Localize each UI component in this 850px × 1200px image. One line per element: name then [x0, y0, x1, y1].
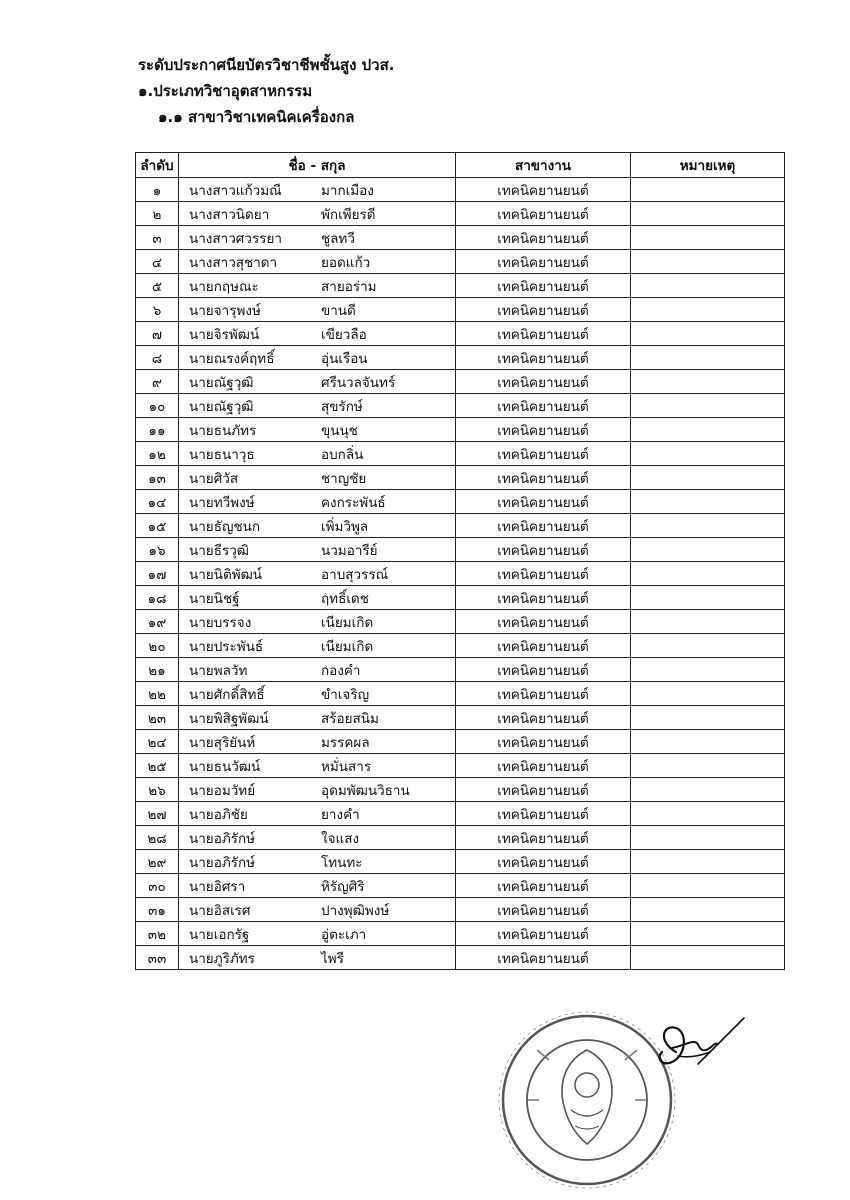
- row-order: ๑๕: [136, 514, 179, 538]
- table-row: [136, 394, 785, 418]
- table-row: [136, 658, 785, 682]
- row-order: ๑๖: [136, 538, 179, 562]
- row-surname: หมั่นสาร: [321, 758, 372, 775]
- row-field: เทคนิคยานยนต์: [456, 466, 631, 490]
- table-row: [136, 682, 785, 706]
- row-order: ๒: [136, 202, 179, 226]
- row-order: ๑๗: [136, 562, 179, 586]
- student-roster-table: [135, 152, 785, 970]
- row-surname: อบกลิ่น: [321, 446, 364, 463]
- table-row: [136, 922, 785, 946]
- row-note: [631, 178, 785, 202]
- row-fullname: [179, 682, 456, 706]
- table-row: [136, 226, 785, 250]
- table-row: [136, 730, 785, 754]
- table-row: [136, 946, 785, 970]
- row-field: เทคนิคยานยนต์: [456, 418, 631, 442]
- row-fullname: [179, 658, 456, 682]
- row-firstname: นางสาวแก้วมณี: [189, 182, 282, 199]
- row-note: [631, 802, 785, 826]
- row-fullname: [179, 202, 456, 226]
- row-firstname: นายพิสิฐพัฒน์: [189, 710, 269, 727]
- table-row: [136, 250, 785, 274]
- row-fullname: [179, 826, 456, 850]
- table-body: [136, 178, 785, 970]
- row-field: เทคนิคยานยนต์: [456, 394, 631, 418]
- table-row: [136, 322, 785, 346]
- row-fullname: [179, 874, 456, 898]
- row-fullname: [179, 274, 456, 298]
- table-row: [136, 586, 785, 610]
- table-row: [136, 202, 785, 226]
- row-field: เทคนิคยานยนต์: [456, 322, 631, 346]
- table-row: [136, 418, 785, 442]
- row-firstname: นายอิศรา: [189, 878, 246, 895]
- row-fullname: [179, 754, 456, 778]
- row-note: [631, 586, 785, 610]
- row-fullname: [179, 538, 456, 562]
- table-row: [136, 178, 785, 202]
- row-note: [631, 562, 785, 586]
- row-note: [631, 706, 785, 730]
- row-surname: สร้อยสนิม: [321, 710, 379, 727]
- row-firstname: นายณัฐวุฒิ: [189, 374, 254, 391]
- row-order: ๔: [136, 250, 179, 274]
- row-firstname: นายนิชฐ์: [189, 590, 240, 607]
- row-surname: อาบสุวรรณ์: [321, 566, 389, 583]
- row-firstname: นายอมวัทย์: [189, 782, 256, 799]
- row-field: เทคนิคยานยนต์: [456, 730, 631, 754]
- row-surname: สุขรักษ์: [321, 398, 363, 415]
- row-surname: กองคำ: [321, 662, 361, 679]
- row-field: เทคนิคยานยนต์: [456, 946, 631, 970]
- row-fullname: [179, 922, 456, 946]
- table-row: [136, 754, 785, 778]
- row-firstname: นายเอกรัฐ: [189, 926, 250, 943]
- row-surname: เนียมเกิด: [321, 638, 374, 655]
- row-firstname: นายนิติพัฒน์: [189, 566, 263, 583]
- row-fullname: [179, 778, 456, 802]
- row-order: ๑๑: [136, 418, 179, 442]
- row-surname: หิรัญศิริ: [321, 878, 365, 895]
- row-order: ๗: [136, 322, 179, 346]
- row-field: เทคนิคยานยนต์: [456, 442, 631, 466]
- row-order: ๑: [136, 178, 179, 202]
- row-field: เทคนิคยานยนต์: [456, 298, 631, 322]
- row-fullname: [179, 562, 456, 586]
- row-order: ๒๕: [136, 754, 179, 778]
- row-order: ๓: [136, 226, 179, 250]
- row-note: [631, 298, 785, 322]
- row-order: ๑๒: [136, 442, 179, 466]
- row-order: ๑๙: [136, 610, 179, 634]
- row-fullname: [179, 298, 456, 322]
- col-header-order: ลำดับ: [136, 153, 179, 178]
- row-note: [631, 946, 785, 970]
- row-note: [631, 274, 785, 298]
- row-surname: นวมอารีย์: [321, 542, 378, 559]
- row-order: ๓๑: [136, 898, 179, 922]
- row-firstname: นายณรงค์ฤทธิ์: [189, 350, 275, 367]
- row-order: ๘: [136, 346, 179, 370]
- row-field: เทคนิคยานยนต์: [456, 634, 631, 658]
- row-fullname: [179, 442, 456, 466]
- row-note: [631, 250, 785, 274]
- row-note: [631, 202, 785, 226]
- row-field: เทคนิคยานยนต์: [456, 898, 631, 922]
- row-fullname: [179, 634, 456, 658]
- row-field: เทคนิคยานยนต์: [456, 706, 631, 730]
- row-order: ๒๐: [136, 634, 179, 658]
- row-firstname: นายอิสเรศ: [189, 902, 251, 919]
- row-order: ๒๘: [136, 826, 179, 850]
- heading-level: ระดับประกาศนียบัตรวิชาชีพชั้นสูง ปวส.: [138, 56, 395, 74]
- row-firstname: นายจารุพงษ์: [189, 302, 261, 319]
- row-order: ๒๒: [136, 682, 179, 706]
- row-note: [631, 850, 785, 874]
- row-surname: คงกระพันธ์: [321, 494, 386, 511]
- row-field: เทคนิคยานยนต์: [456, 754, 631, 778]
- row-fullname: [179, 850, 456, 874]
- row-fullname: [179, 706, 456, 730]
- row-surname: ไพรี: [321, 950, 344, 967]
- row-note: [631, 826, 785, 850]
- heading-major: ๑.๑ สาขาวิชาเทคนิคเครื่องกล: [158, 108, 355, 126]
- row-surname: ปางพุฒิพงษ์: [321, 902, 390, 919]
- row-fullname: [179, 226, 456, 250]
- row-note: [631, 394, 785, 418]
- row-fullname: [179, 370, 456, 394]
- row-field: เทคนิคยานยนต์: [456, 826, 631, 850]
- row-note: [631, 874, 785, 898]
- row-surname: อุดมพัฒนวิธาน: [321, 782, 410, 799]
- row-note: [631, 730, 785, 754]
- col-header-note: หมายเหตุ: [631, 153, 785, 178]
- row-fullname: [179, 514, 456, 538]
- table-row: [136, 466, 785, 490]
- row-firstname: นายอภิชัย: [189, 806, 248, 823]
- row-firstname: นางสาวสุชาดา: [189, 254, 278, 271]
- row-firstname: นายภูริภัทร: [189, 950, 255, 967]
- row-surname: ขำเจริญ: [321, 686, 370, 703]
- row-order: ๙: [136, 370, 179, 394]
- row-firstname: นายอภิรักษ์: [189, 830, 256, 847]
- row-note: [631, 634, 785, 658]
- table-row: [136, 706, 785, 730]
- row-note: [631, 322, 785, 346]
- row-surname: เพิ่มวิพูล: [321, 518, 369, 535]
- table-row: [136, 898, 785, 922]
- row-note: [631, 370, 785, 394]
- row-surname: ชูลทวี: [321, 230, 355, 247]
- row-surname: มากเมือง: [321, 182, 374, 199]
- row-surname: อู่ตะเภา: [321, 926, 367, 943]
- row-field: เทคนิคยานยนต์: [456, 658, 631, 682]
- col-header-name: ชื่อ - สกุล: [179, 153, 456, 178]
- row-surname: เขียวลือ: [321, 326, 367, 343]
- row-note: [631, 898, 785, 922]
- row-field: เทคนิคยานยนต์: [456, 178, 631, 202]
- row-firstname: นายธนวัฒน์: [189, 758, 261, 775]
- row-order: ๑๐: [136, 394, 179, 418]
- row-surname: ขุนนุช: [321, 422, 358, 439]
- row-fullname: [179, 466, 456, 490]
- row-note: [631, 346, 785, 370]
- row-order: ๕: [136, 274, 179, 298]
- row-order: ๓๐: [136, 874, 179, 898]
- row-field: เทคนิคยานยนต์: [456, 250, 631, 274]
- row-surname: สายอร่าม: [321, 278, 377, 295]
- row-note: [631, 514, 785, 538]
- col-header-field: สาขางาน: [456, 153, 631, 178]
- row-surname: ชาญชัย: [321, 470, 367, 487]
- row-field: เทคนิคยานยนต์: [456, 562, 631, 586]
- table-row: [136, 778, 785, 802]
- row-fullname: [179, 898, 456, 922]
- row-firstname: นายธนภัทร: [189, 422, 257, 439]
- row-surname: ยอดแก้ว: [321, 254, 371, 271]
- table-row: [136, 370, 785, 394]
- row-note: [631, 490, 785, 514]
- row-firstname: นายจิรพัฒน์: [189, 326, 260, 343]
- row-fullname: [179, 322, 456, 346]
- table-row: [136, 298, 785, 322]
- row-order: ๑๓: [136, 466, 179, 490]
- table-row: [136, 610, 785, 634]
- row-surname: โทนทะ: [321, 854, 363, 871]
- table-row: [136, 442, 785, 466]
- table-row: [136, 802, 785, 826]
- table-row: [136, 538, 785, 562]
- row-field: เทคนิคยานยนต์: [456, 778, 631, 802]
- row-order: ๒๙: [136, 850, 179, 874]
- row-order: ๒๖: [136, 778, 179, 802]
- row-note: [631, 226, 785, 250]
- row-field: เทคนิคยานยนต์: [456, 610, 631, 634]
- table-row: [136, 490, 785, 514]
- row-order: ๑๘: [136, 586, 179, 610]
- row-order: ๓๒: [136, 922, 179, 946]
- row-field: เทคนิคยานยนต์: [456, 490, 631, 514]
- row-firstname: นายศักดิ์สิทธิ์: [189, 686, 265, 703]
- row-fullname: [179, 946, 456, 970]
- table-header-row: [136, 153, 785, 178]
- row-firstname: นายอภิรักษ์: [189, 854, 256, 871]
- row-order: ๒๗: [136, 802, 179, 826]
- row-firstname: นายสุริยันห์: [189, 734, 256, 751]
- row-field: เทคนิคยานยนต์: [456, 538, 631, 562]
- row-note: [631, 466, 785, 490]
- row-field: เทคนิคยานยนต์: [456, 226, 631, 250]
- row-order: ๒๑: [136, 658, 179, 682]
- row-firstname: นางสาวนิดยา: [189, 206, 270, 223]
- row-order: ๑๔: [136, 490, 179, 514]
- table-row: [136, 874, 785, 898]
- table-row: [136, 562, 785, 586]
- row-order: ๒๔: [136, 730, 179, 754]
- row-note: [631, 442, 785, 466]
- row-note: [631, 922, 785, 946]
- row-note: [631, 754, 785, 778]
- row-order: ๓๓: [136, 946, 179, 970]
- row-firstname: นายธนาวุธ: [189, 446, 255, 463]
- row-field: เทคนิคยานยนต์: [456, 922, 631, 946]
- row-surname: ใจแสง: [321, 830, 360, 847]
- row-firstname: นางสาวศวรรยา: [189, 230, 282, 247]
- row-note: [631, 418, 785, 442]
- heading-category: ๑.ประเภทวิชาอุตสาหกรรม: [138, 82, 313, 100]
- row-firstname: นายบรรจง: [189, 614, 252, 631]
- row-fullname: [179, 418, 456, 442]
- row-field: เทคนิคยานยนต์: [456, 682, 631, 706]
- row-order: ๖: [136, 298, 179, 322]
- row-note: [631, 682, 785, 706]
- row-field: เทคนิคยานยนต์: [456, 874, 631, 898]
- row-field: เทคนิคยานยนต์: [456, 202, 631, 226]
- handwritten-signature-icon: [648, 1012, 748, 1084]
- row-field: เทคนิคยานยนต์: [456, 802, 631, 826]
- row-firstname: นายกฤษณะ: [189, 278, 259, 295]
- row-surname: อุ่นเรือน: [321, 350, 368, 367]
- document-headings: [138, 52, 394, 130]
- row-field: เทคนิคยานยนต์: [456, 514, 631, 538]
- row-fullname: [179, 610, 456, 634]
- row-fullname: [179, 802, 456, 826]
- row-surname: ขานดี: [321, 302, 356, 319]
- row-order: ๒๓: [136, 706, 179, 730]
- row-surname: พักเพียรดี: [321, 206, 376, 223]
- row-firstname: นายพลวัท: [189, 662, 248, 679]
- row-fullname: [179, 730, 456, 754]
- row-note: [631, 658, 785, 682]
- table-row: [136, 850, 785, 874]
- table-row: [136, 274, 785, 298]
- row-firstname: นายธัญชนก: [189, 518, 261, 535]
- row-fullname: [179, 586, 456, 610]
- row-firstname: นายประพันธ์: [189, 638, 264, 655]
- row-note: [631, 538, 785, 562]
- row-note: [631, 610, 785, 634]
- row-note: [631, 778, 785, 802]
- row-surname: ยางคำ: [321, 806, 360, 823]
- row-field: เทคนิคยานยนต์: [456, 274, 631, 298]
- row-field: เทคนิคยานยนต์: [456, 346, 631, 370]
- row-fullname: [179, 250, 456, 274]
- row-firstname: นายศิวัส: [189, 470, 239, 487]
- row-field: เทคนิคยานยนต์: [456, 850, 631, 874]
- row-surname: เนียมเกิด: [321, 614, 374, 631]
- row-fullname: [179, 346, 456, 370]
- row-field: เทคนิคยานยนต์: [456, 370, 631, 394]
- row-fullname: [179, 490, 456, 514]
- row-surname: มรรคผล: [321, 734, 370, 751]
- row-firstname: นายทวีพงษ์: [189, 494, 255, 511]
- row-fullname: [179, 178, 456, 202]
- row-firstname: นายธีรวุฒิ: [189, 542, 249, 559]
- row-field: เทคนิคยานยนต์: [456, 586, 631, 610]
- row-firstname: นายณัฐวุฒิ: [189, 398, 254, 415]
- row-surname: ศรีนวลจันทร์: [321, 374, 396, 391]
- table-row: [136, 346, 785, 370]
- table-row: [136, 826, 785, 850]
- row-surname: ฤทธิ์เดช: [321, 590, 369, 607]
- table-row: [136, 634, 785, 658]
- row-fullname: [179, 394, 456, 418]
- table-row: [136, 514, 785, 538]
